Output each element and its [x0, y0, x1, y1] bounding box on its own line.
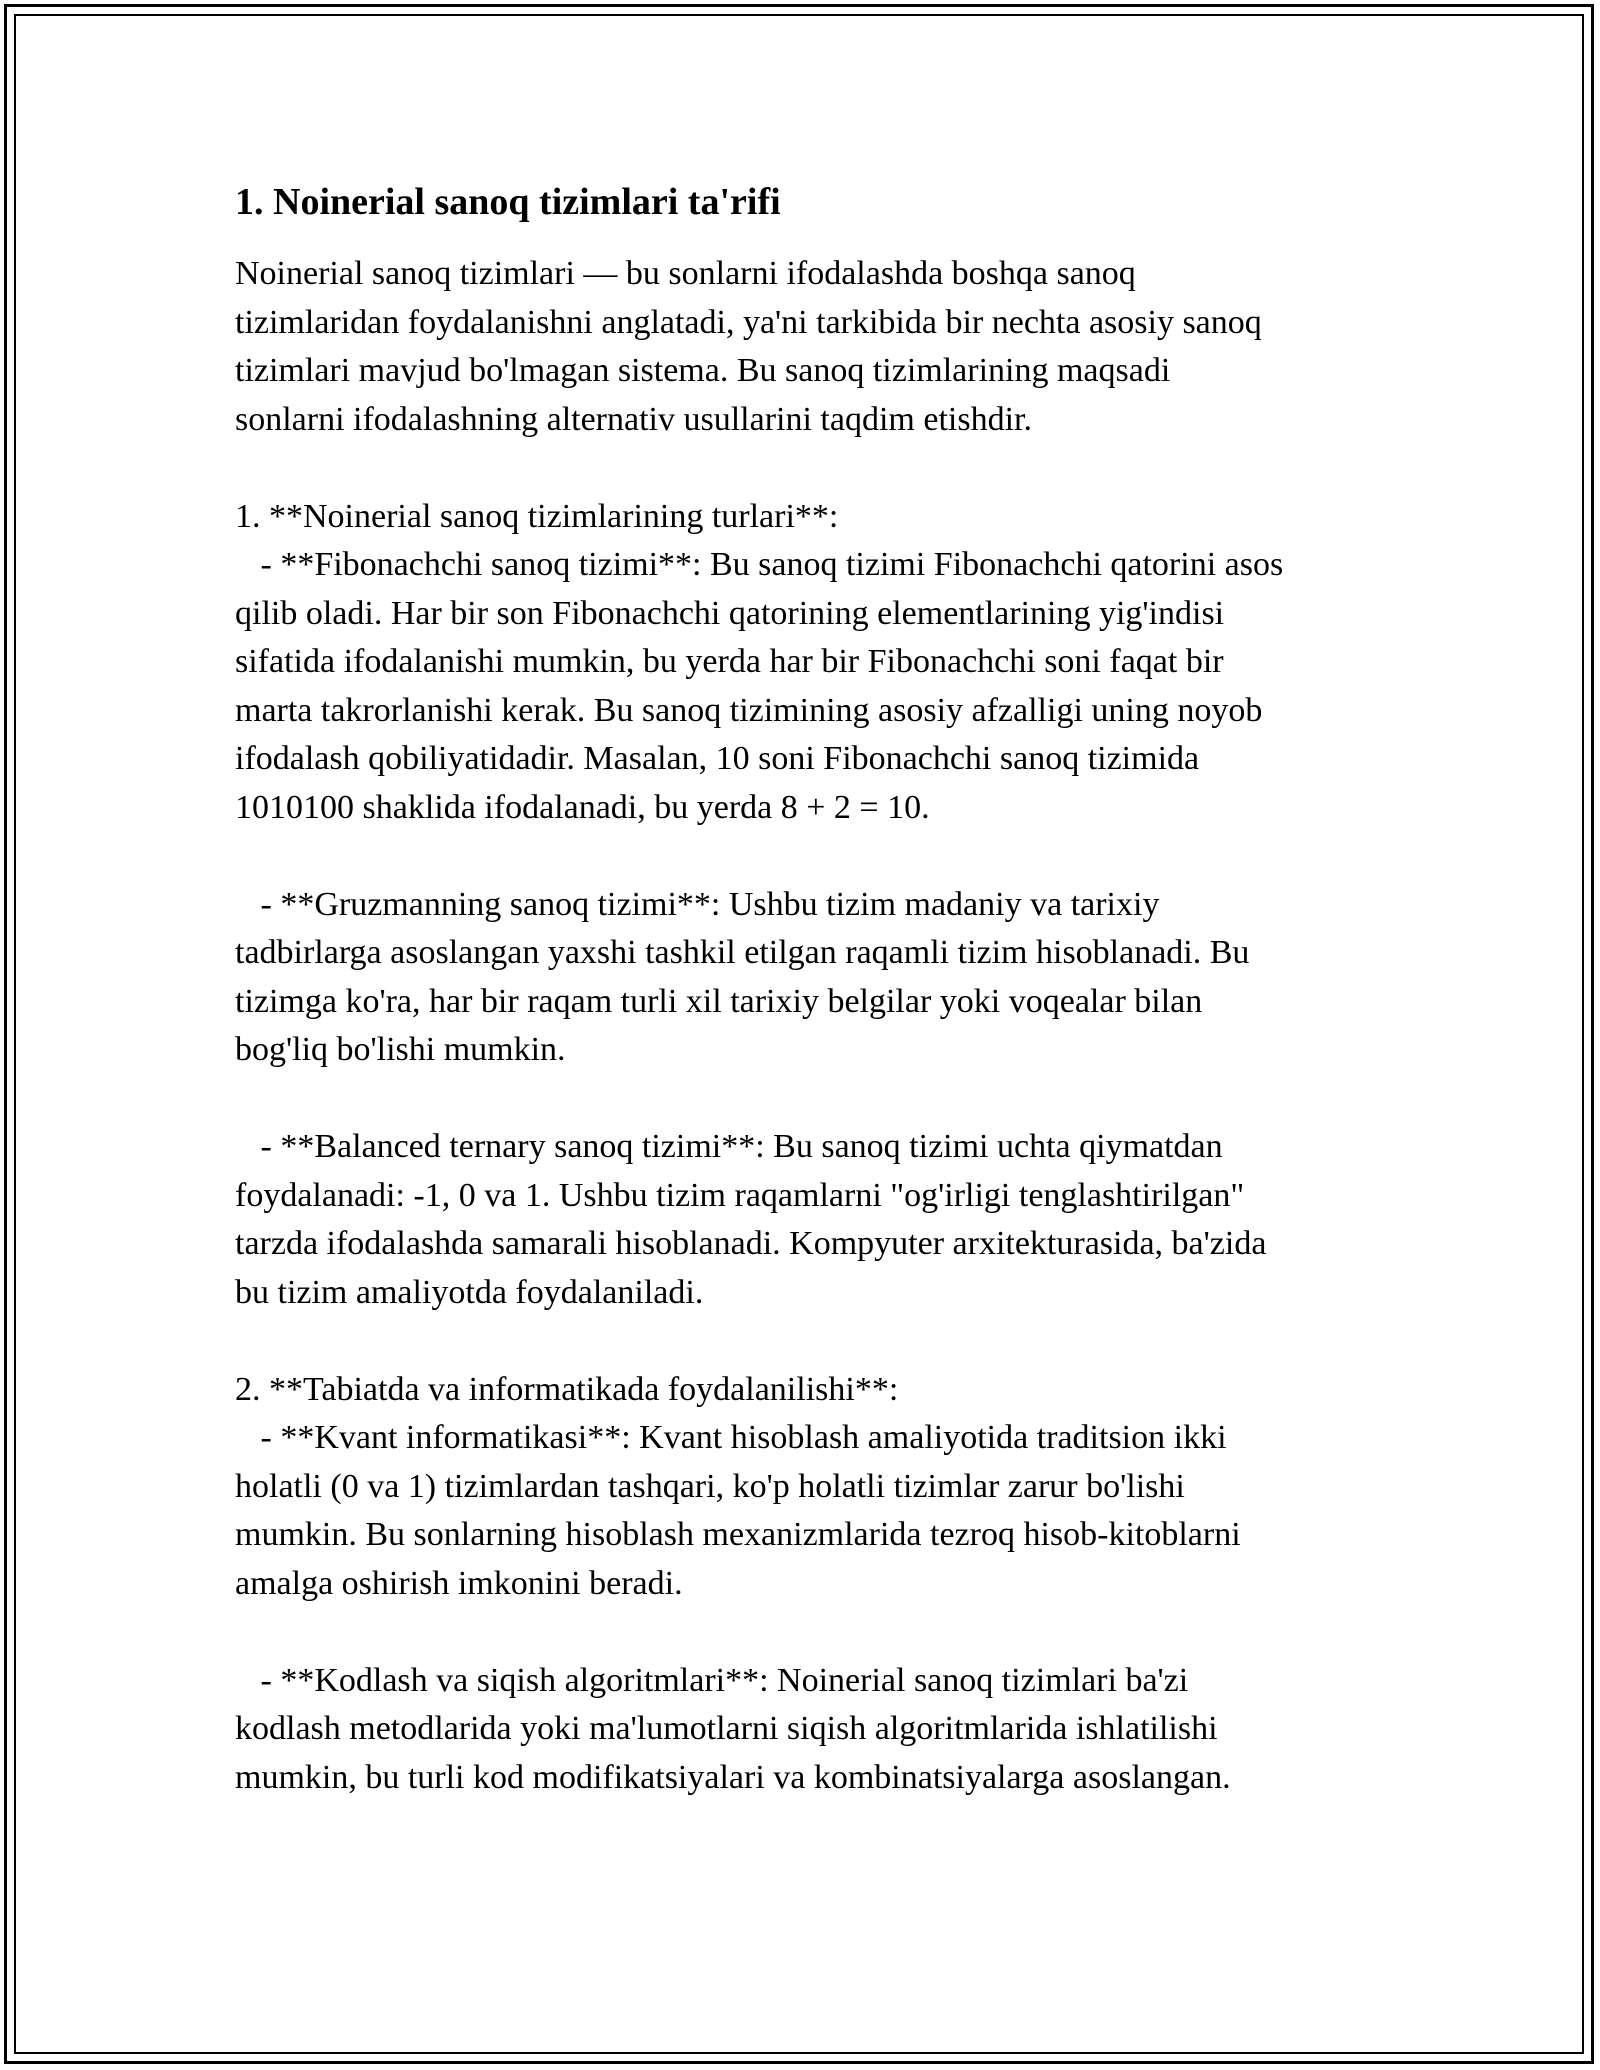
document-content — [235, 176, 1375, 1802]
section-body-text: Noinerial sanoq tizimlari — bu sonlarni ifodalashda boshqa sanoq tizimlaridan foydalanishni anglatadi, ya'ni tarkibida bir nechta asosiy sanoq tizimlari mavjud bo'lmagan sistema. Bu sanoq tizimlarining maqsadi sonlarni ifodalashning alternativ usullarini taqdim etishdir. 1. **Noinerial sanoq tizimlarining turlari**: - **Fibonachchi sanoq tizimi**: Bu sanoq tizimi Fibonachchi qatorini asos qilib oladi. Har bir son Fibonachchi qatorining elementlarining yig'indisi sifatida ifodalanishi mumkin, bu yerda har bir Fibonachchi soni faqat bir marta takrorlanishi kerak. Bu sanoq tizimining asosiy afzalligi uning noyob ifodalash qobiliyatidadir. Masalan, 10 soni Fibonachchi sanoq tizimida 1010100 shaklida ifodalanadi, bu yerda 8 + 2 = 10. - **Gruzmanning sanoq tizimi**: Ushbu tizim madaniy va tarixiy tadbirlarga asoslangan yaxshi tashkil etilgan raqamli tizim hisoblanadi. Bu tizimga ko'ra, har bir raqam turli xil tarixiy belgilar yoki voqealar bilan bog'liq bo'lishi mumkin. - **Balanced ternary sanoq tizimi**: Bu sanoq tizimi uchta qiymatdan foydalanadi: -1, 0 va 1. Ushbu tizim raqamlarni "og'irligi tenglashtirilgan" tarzda ifodalashda samarali hisoblanadi. Kompyuter arxitekturasida, ba'zida bu tizim amaliyotda foydalaniladi. 2. **Tabiatda va informatikada foydalanilishi**: - **Kvant informatikasi**: Kvant hisoblash amaliyotida traditsion ikki holatli (0 va 1) tizimlardan tashqari, ko'p holatli tizimlar zarur bo'lishi mumkin. Bu sonlarning hisoblash mexanizmlarida tezroq hisob-kitoblarni amalga oshirish imkonini beradi. - **Kodlash va siqish algoritmlari**: Noinerial sanoq tizimlari ba'zi kodlash metodlarida yoki ma'lumotlarni siqish algoritmlarida ishlatilishi mumkin, bu turli kod modifikatsiyalari va kombinatsiyalarga asoslangan. — [235, 255, 1284, 1796]
section-heading: 1. Noinerial sanoq tizimlari ta'rifi — [235, 181, 781, 223]
